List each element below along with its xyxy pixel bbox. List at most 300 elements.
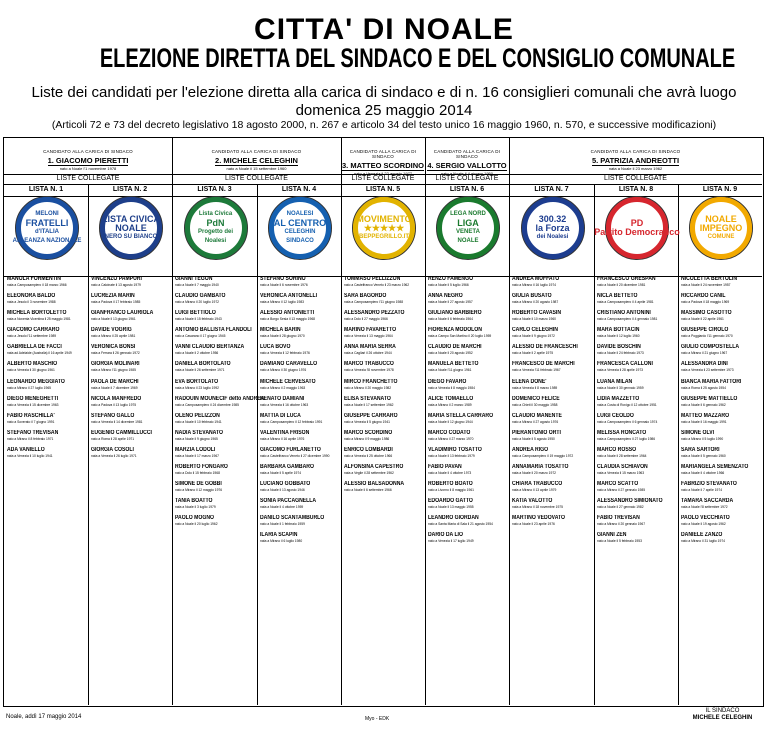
list-candidates <box>512 276 591 532</box>
list-item <box>597 464 675 481</box>
list-item <box>260 498 338 515</box>
logo-line: Partito Democratico <box>594 227 680 237</box>
list-item <box>597 379 675 396</box>
councillor-birth: nato a Venezia il 25 ottobre 1966 <box>344 453 393 458</box>
councillor-birth: nata a Costa di Rovigo il 12 ottobre 1951 <box>597 402 657 407</box>
list-item <box>175 379 254 396</box>
list-item <box>681 532 759 549</box>
councillor-birth: nato a Padova il 13 luglio 1975 <box>91 402 137 407</box>
list-item <box>91 379 169 396</box>
councillor-name: GIORGIA COSOLI <box>91 446 134 453</box>
councillor-birth: nato a Soverato il 7 giugno 1991 <box>7 419 55 424</box>
councillor-name: VERONICA BONSI <box>91 344 136 351</box>
councillor-birth: nato a Calcinate il 13 agosto 1979 <box>91 283 141 287</box>
list-item <box>175 515 254 532</box>
councillor-name: LUIGI BETTIOLO <box>175 310 216 317</box>
list-item <box>91 396 169 413</box>
councillor-name: GIACOMO CARRARO <box>7 327 60 334</box>
councillor-birth: nato a Castelfranco Veneto il 23 marzo 1962 <box>344 283 410 287</box>
councillor-birth: nato a Noale il 13 agosto 1946 <box>260 488 305 493</box>
list-item <box>260 481 338 498</box>
list-item <box>597 344 675 361</box>
councillor-birth: nata a Noale l'11 giugno 1961 <box>428 368 472 373</box>
councillor-birth: nata a Camposampiero il 18 marzo 1966 <box>7 283 67 287</box>
list-item <box>512 464 591 481</box>
list-item <box>260 276 338 293</box>
councillor-name: GIUSEPPE MATTIELLO <box>681 395 738 402</box>
councillor-birth: nato a Noale il 10 marzo 1960 <box>512 317 556 322</box>
councillor-name: CLAUDIO GAMBATO <box>175 293 226 300</box>
councillor-name: TAMARA SACCARDA <box>681 498 734 505</box>
councillor-birth: nato a Venezia il 14 dicembre 1981 <box>91 419 143 424</box>
candidate-birth: nato a Noale l'1 novembre 1978 <box>59 166 117 171</box>
list-logo-icon <box>436 196 500 260</box>
list-item <box>260 464 338 481</box>
list-item <box>260 361 338 378</box>
councillor-birth: nato a Dolo il 15 febbraio 1968 <box>175 471 220 476</box>
councillor-birth: nata a Venezia il 10 luglio 1941 <box>7 453 53 458</box>
election-date: domenica 25 maggio 2014 <box>295 102 473 119</box>
logo-line: NOALE <box>705 213 737 224</box>
councillor-name: ALESSANDRA DINI <box>681 361 728 368</box>
city-title: CITTA' DI NOALE <box>254 13 514 46</box>
candidate-caption: CANDIDATO ALLA CARICA DI SINDACO <box>349 149 417 159</box>
councillor-name: CLAUDIO MANENTE <box>512 412 562 419</box>
councillor-birth: nato a Mirano il 9 maggio 1986 <box>344 436 390 441</box>
councillor-birth: nato a Mirano il 27 luglio 1965 <box>7 385 51 390</box>
logo-line: IMPEGNO <box>699 222 743 233</box>
linked-lists-label: LISTE COLLEGATE <box>604 175 667 182</box>
councillor-birth: nato a Noale il 20 agosto 1952 <box>428 351 473 356</box>
list-item <box>175 464 254 481</box>
list-item <box>681 447 759 464</box>
list-logo-icon <box>12 196 82 260</box>
list-candidates <box>7 276 85 464</box>
councillor-name: ANNA NEGRO <box>428 293 463 300</box>
list-logo-icon <box>521 196 585 260</box>
column-rule <box>425 138 426 705</box>
councillor-name: GIACOMO FURLANETTO <box>260 446 321 453</box>
councillor-birth: nata a Venezia il 26 luglio 1971 <box>91 453 137 458</box>
councillor-name: TOMMASO PELLIZZON <box>344 276 401 282</box>
councillor-name: ALBERTO MASCHIO <box>7 361 58 368</box>
list-item <box>681 498 759 515</box>
councillor-name: DANIELE ZANZO <box>681 532 723 539</box>
candidate-birth: nata a Noale il 23 marzo 1962 <box>608 166 663 171</box>
list-item <box>7 361 85 378</box>
list-item <box>428 379 506 396</box>
list-item <box>7 276 85 293</box>
list-heading: LISTA N. 3 <box>197 186 232 193</box>
councillor-name: STEFANO SORINO <box>260 276 306 282</box>
logo-line: ALLEANZA NAZIONALE <box>12 238 82 244</box>
list-item <box>512 276 591 293</box>
councillor-name: PAOLA DE MARCHI <box>91 378 139 385</box>
list-item <box>91 447 169 464</box>
councillor-birth: nato a Mirano il 30 giugno 1976 <box>260 368 307 373</box>
list-item <box>428 464 506 481</box>
councillor-birth: nato a Noale il 13 febbraio 1979 <box>428 453 475 458</box>
councillor-name: GIANNI TEGON <box>175 276 213 282</box>
councillor-name: MICHELA BORTOLETTO <box>7 310 67 317</box>
list-item <box>260 532 338 549</box>
councillor-name: DANIELA BORTOLATO <box>175 361 231 368</box>
councillor-birth: nato a Camposampiero il 24 dicembre 1985 <box>175 402 239 407</box>
logo-line: VENETA <box>456 229 480 235</box>
councillor-name: NICOLA MANFREDO <box>91 395 142 402</box>
councillor-name: DAVIDE VOGRIG <box>91 327 132 334</box>
councillor-birth: nato a Noale il 4 ottobre 1973 <box>428 471 472 476</box>
list-item <box>175 395 265 413</box>
list-heading: LISTA N. 7 <box>534 186 569 193</box>
councillor-name: GIUSEPPE CARRARO <box>344 412 398 419</box>
councillor-birth: nato a Noale il 13 giugno 1961 <box>91 317 136 322</box>
column-rule <box>594 184 595 705</box>
councillor-birth: nata a Mirano l'11 giugno 1985 <box>91 368 136 373</box>
column-rule <box>88 184 89 705</box>
list-item <box>428 293 506 310</box>
list-item <box>260 293 338 310</box>
list-item <box>428 327 506 344</box>
list-item <box>7 413 85 430</box>
councillor-name: MARCO SCORDINO <box>344 429 393 436</box>
councillor-name: DOMENICO FELICE <box>512 395 560 402</box>
councillor-name: STEFANO GALLO <box>91 412 135 419</box>
list-item <box>260 396 338 413</box>
councillor-name: VANNI CLAUDIO BERTANZA <box>175 344 245 351</box>
logo-line: LIGA <box>457 218 479 228</box>
list-item <box>344 310 422 327</box>
councillor-name: ROBERTO BOATO <box>428 481 473 488</box>
candidate-caption: CANDIDATO ALLA CARICA DI SINDACO <box>43 149 133 154</box>
logo-line: Lista Civica <box>198 211 233 217</box>
councillor-name: LUCREZIA MARIN <box>91 293 135 300</box>
councillor-birth: nato a Noale il 22 aprile 1961 <box>681 317 724 322</box>
councillor-name: ELEONORA BALDO <box>7 293 56 300</box>
councillor-name: STEFANO TREVISAN <box>7 429 59 436</box>
councillor-birth: nato a Camposampiero il 19 maggio 1972 <box>512 453 574 458</box>
list-item <box>175 447 254 464</box>
councillor-birth: nato a Noale il 2 aprile 1975 <box>512 351 554 356</box>
councillor-name: DIEGO MENEGHETTI <box>7 395 59 402</box>
councillor-birth: nata a Venezia il 28 aprile 1973 <box>597 368 644 373</box>
councillor-birth: nata a Noventa Vicentina il 25 maggio 1981 <box>7 317 71 322</box>
councillor-birth: nato a Jesolo l'11 settembre 1989 <box>7 334 57 339</box>
logo-line: SINDACO <box>286 238 314 244</box>
councillor-name: RADOUIN MOUNECIF detto ANDREA <box>175 395 265 402</box>
list-item <box>344 396 422 413</box>
councillor-birth: nato a Mirano il 27 marzo 1970 <box>428 436 474 441</box>
list-item <box>260 344 338 361</box>
list-candidates <box>260 276 338 550</box>
councillor-birth: nata a Noale il 30 gennaio 1959 <box>597 385 644 390</box>
list-item <box>681 379 759 396</box>
councillor-birth: nato a Noale il 10 febbraio 1941 <box>175 419 222 424</box>
logo-line: LEGA NORD <box>450 211 486 217</box>
councillor-birth: nata a Mirano il 13 aprile 1979 <box>512 488 557 493</box>
councillor-birth: nata a Camposampiero il 27 luglio 1986 <box>597 436 656 441</box>
candidate-name-text: 5. PATRIZIA ANDREOTTI <box>591 156 680 165</box>
councillor-birth: nata a Campo San Martino il 20 luglio 1959 <box>428 334 492 339</box>
councillor-name: MARINO FAVARETTO <box>344 327 397 334</box>
list-item <box>597 498 675 515</box>
list-item <box>681 481 759 498</box>
councillor-name: CRISTIANO ANTONINI <box>597 310 651 317</box>
councillor-birth: nato a Noale il 15 febbraio 1943 <box>175 317 222 322</box>
councillor-name: ANNAMARIA TOSATTO <box>512 464 569 471</box>
councillor-name: RENATO DAMIANI <box>260 395 305 402</box>
list-item <box>428 361 506 378</box>
mayor-role: IL SINDACO <box>705 708 740 714</box>
list-item <box>597 293 675 310</box>
councillor-name: GIANFRANCO LAURIOLA <box>91 310 154 317</box>
councillor-birth: nato a Camposampiero il 4 gennaio 1981 <box>597 317 658 322</box>
councillor-name: GIANNI ZEN <box>597 532 627 539</box>
councillor-name: NICLA BETTETO <box>597 293 638 300</box>
councillor-birth: nato a Noale il 6 novembre 1976 <box>260 283 308 287</box>
councillor-birth: nato a Venezia il 17 luglio 1949 <box>428 539 474 544</box>
councillor-birth: nato a Noale il 23 aprile 1976 <box>512 522 555 527</box>
councillor-name: DANILO SCANTAMBURLO <box>260 515 325 522</box>
linked-lists-label: LISTE COLLEGATE <box>56 175 120 182</box>
councillor-birth: nato a Venezia il 5 giugno 1941 <box>344 419 391 424</box>
list-heading: LISTA N. 2 <box>112 186 148 193</box>
list-item <box>344 447 422 464</box>
logo-line: Noalesi <box>204 238 227 244</box>
councillor-birth: nata a Mirano il 6 luglio 1980 <box>260 539 303 544</box>
councillor-birth: nata a Noale il 4 ottobre 1959 <box>260 505 304 510</box>
list-logo-text <box>12 197 82 259</box>
councillor-name: ALESSANDRO PEZZATO <box>344 310 405 317</box>
councillor-name: MATTIA DI LUCA <box>260 412 301 419</box>
subtitle <box>0 84 768 120</box>
list-item <box>175 310 254 327</box>
list-item <box>344 379 422 396</box>
councillor-name: ALESSANDRO SIMIONATO <box>597 498 663 505</box>
councillor-name: ROBERTO FONGARO <box>175 464 228 471</box>
list-item <box>428 430 506 447</box>
councillor-birth: nata a Mirano il 2 marzo 1989 <box>428 402 472 407</box>
councillor-birth: nato a Chieti il 30 maggio 1958 <box>512 402 558 407</box>
logo-line: la Forza <box>535 222 570 233</box>
councillor-birth: nato a Noale il 5 febbraio 1953 <box>597 539 642 544</box>
councillor-birth: nata a Ferrara il 26 gennaio 1972 <box>91 351 140 356</box>
councillor-birth: nato a Mirano il 16 luglio 1974 <box>512 283 556 287</box>
list-item <box>681 413 759 430</box>
councillor-name: LUANA MILAN <box>597 378 633 385</box>
list-item <box>7 327 85 344</box>
list-item <box>512 293 591 310</box>
councillor-name: LIDIA MAZZETTO <box>597 395 640 402</box>
logo-line: d'ITALIA <box>35 229 59 235</box>
mayor-signature <box>685 708 760 722</box>
councillor-name: ALESSIO DE FRANCESCHI <box>512 344 578 351</box>
list-item <box>7 447 85 464</box>
councillor-name: RENZO FAMENGO <box>428 276 474 282</box>
list-item <box>512 515 591 532</box>
councillor-birth: nato a Dolo il 27 maggio 1966 <box>344 317 388 322</box>
list-logo-text <box>269 197 331 259</box>
list-item <box>344 344 422 361</box>
councillor-name: FABIO TREVISAN <box>597 515 640 522</box>
councillor-birth: nata a Mirano il 23 luglio 1992 <box>175 385 219 390</box>
councillor-birth: nata a Noale il 17 settembre 1962 <box>344 402 394 407</box>
list-candidates <box>175 276 265 532</box>
list-candidates <box>681 276 759 550</box>
list-item <box>681 515 759 532</box>
list-heading: LISTA N. 8 <box>618 186 654 193</box>
logo-line: NOALE <box>115 222 147 233</box>
list-logo-text <box>690 197 752 259</box>
column-rule <box>509 138 510 705</box>
councillor-birth: nata a Jesolo il 3 novembre 1988 <box>7 300 56 305</box>
councillor-birth: nato a Mirano il 21 giugno 1967 <box>681 351 728 356</box>
list-item <box>175 413 254 430</box>
list-item <box>597 430 675 447</box>
councillor-name: MANOLA FORMENTIN <box>7 276 61 282</box>
councillor-name: MARA BOTTACIN <box>597 327 640 334</box>
councillor-name: SIMONE OLVI <box>681 429 715 436</box>
councillor-birth: nata ad Adelaide (Australia) il 16 aprile 1949 <box>7 351 72 356</box>
candidate-name <box>172 156 341 165</box>
list-heading: LISTA N. 5 <box>365 186 401 193</box>
list-logo-icon <box>184 196 248 260</box>
list-item <box>91 327 169 344</box>
list-item <box>344 413 422 430</box>
legal-articles: (Articoli 72 e 73 del decreto legislativo 18 agosto 2000, n. 267 e articolo 34 del testo unico 16 maggio 1960, n. 570, e successive modificazioni) <box>51 119 717 131</box>
list-item <box>344 361 422 378</box>
list-candidates <box>597 276 675 550</box>
list-item <box>597 276 675 293</box>
councillor-birth: nato a Mirano il 27 agosto 1976 <box>512 419 559 424</box>
list-item <box>597 532 675 549</box>
candidate-name <box>4 156 172 165</box>
councillor-birth: nato a Noale il 27 gennaio 1982 <box>597 505 644 510</box>
councillor-name: ILARIA SCAPIN <box>260 532 298 539</box>
councillor-birth: nata a Noale l'8 settembre 1972 <box>681 505 728 510</box>
list-item <box>260 430 338 447</box>
councillor-name: TANIA BOATTO <box>175 498 213 505</box>
councillor-name: FABIO RASCHILLA' <box>7 412 55 419</box>
ballot-table <box>3 137 764 707</box>
list-item <box>597 361 675 378</box>
candidate-name <box>341 161 425 170</box>
councillor-birth: nato a Mirano il 27 gennaio 1985 <box>597 488 646 493</box>
councillor-name: FABRIZIO STEVANATO <box>681 481 737 488</box>
councillor-name: ANTONIO BALLISTA FLANDOLI <box>175 327 252 334</box>
councillor-birth: nata a Noale il 3 luglio 1979 <box>175 505 216 510</box>
list-item <box>597 396 675 413</box>
list-item <box>681 310 759 327</box>
councillor-birth: nata a Noale il 26 settembre 1971 <box>175 368 225 373</box>
councillor-birth: nato a Venezia l'11 febbraio 1967 <box>512 368 561 373</box>
list-item <box>175 327 254 344</box>
councillor-birth: nato a Noale il 9 giugno 1972 <box>512 334 555 339</box>
election-title: ELEZIONE DIRETTA DEL SINDACO E DEL CONSIGLIO COMUNALE <box>99 43 736 73</box>
councillor-name: ELISA STEVANATO <box>344 395 391 402</box>
councillor-name: ADA VANIELLO <box>7 446 45 453</box>
councillor-name: MICHELA BARIN <box>260 327 301 334</box>
list-item <box>175 276 254 293</box>
councillor-name: DARIO DA LIO <box>428 532 463 539</box>
list-item <box>428 481 506 498</box>
list-item <box>428 515 506 532</box>
councillor-birth: nata a Noale il 5 aprile 1974 <box>260 471 302 476</box>
column-rule <box>678 184 679 705</box>
councillor-birth: nata a Venezia il 8 marzo 1989 <box>512 385 558 390</box>
councillor-birth: nato a Mirano il 20 gennaio 1967 <box>597 522 646 527</box>
list-item <box>428 532 506 549</box>
councillor-name: MELISSA RONCATO <box>597 429 647 436</box>
list-item <box>175 293 254 310</box>
councillor-birth: nata a Mirano il 16 aprile 1976 <box>260 436 305 441</box>
councillor-birth: nata a Mirano il 20 agosto 1987 <box>512 300 559 305</box>
councillor-birth: nato a Noale il 7 aprile 1974 <box>681 488 723 493</box>
list-item <box>7 293 85 310</box>
list-logo-text <box>594 197 680 259</box>
councillor-birth: nato a Mirano il 8 febbraio 1971 <box>7 436 54 441</box>
list-item <box>344 327 422 344</box>
list-item <box>597 447 675 464</box>
councillor-name: MARIA STELLA CARRARO <box>428 412 494 419</box>
councillor-birth: nato a Noale il 24 febbraio 1973 <box>597 351 644 356</box>
list-item <box>175 498 254 515</box>
list-item <box>428 396 506 413</box>
candidate-mayor <box>425 138 509 174</box>
councillor-name: ALFONSINA CAPESTRO <box>344 464 404 471</box>
candidate-name-text: 4. SERGIO VALLOTTO <box>427 161 507 170</box>
list-item <box>91 310 169 327</box>
councillor-name: NADIA STEVANATO <box>175 429 223 436</box>
councillor-name: SARA SARTORI <box>681 446 720 453</box>
candidate-birth: nato a Noale il 15 settembre 1960 <box>226 166 287 171</box>
candidate-caption: CANDIDATO ALLA CARICA DI SINDACO <box>433 149 501 159</box>
councillor-birth: nato a Noale il 5 agosto 1950 <box>512 436 555 441</box>
list-item <box>260 413 338 430</box>
list-item <box>681 430 759 447</box>
list-item <box>428 310 506 327</box>
footer-printer: Myo - EDK <box>365 716 390 722</box>
list-item <box>7 310 85 327</box>
list-item <box>344 430 422 447</box>
councillor-birth: nato a Noale il 6 febbraio 1964 <box>428 317 473 322</box>
councillor-birth: nata a Venezia il 15 marzo 1963 <box>597 471 645 476</box>
councillor-name: MARCO SCATTO <box>597 481 639 488</box>
councillor-name: ALESSIO ANTONIETTI <box>260 310 315 317</box>
logo-line: MELONI <box>35 211 59 217</box>
councillor-name: VALENTINA FRISON <box>260 429 310 436</box>
logo-line: BEPPEGRILLO.IT <box>358 233 409 240</box>
councillor-name: OLENO PELIZZON <box>175 412 220 419</box>
councillor-name: ELENA DONE' <box>512 378 547 385</box>
councillor-name: SONIA PACCAGNELLA <box>260 498 317 505</box>
list-logo-icon <box>594 196 680 260</box>
councillor-birth: nata a Camposampiero l'11 giugno 1988 <box>344 300 404 305</box>
councillor-name: FRANCESCO GRESPAN <box>597 276 656 282</box>
column-rule <box>172 138 173 705</box>
councillor-birth: nato a Noale il 5 luglio 1966 <box>428 283 469 287</box>
councillor-name: MIRCO FRANCHETTO <box>344 378 398 385</box>
councillor-birth: nata a Venezia il 23 settembre 1973 <box>681 368 734 373</box>
councillor-name: DAMIANO CARAVELLO <box>260 361 318 368</box>
councillor-birth: nato a Noale il 2 ottobre 1956 <box>175 351 219 356</box>
councillor-name: FABIO PAVAN <box>428 464 462 471</box>
councillor-name: MANUELA BETTETO <box>428 361 479 368</box>
list-item <box>512 430 591 447</box>
candidate-mayor <box>172 138 341 174</box>
councillor-birth: nato a Noale il 6 settembre 1966 <box>344 488 392 493</box>
councillor-name: VINCENZO PAMPURI <box>91 276 142 282</box>
